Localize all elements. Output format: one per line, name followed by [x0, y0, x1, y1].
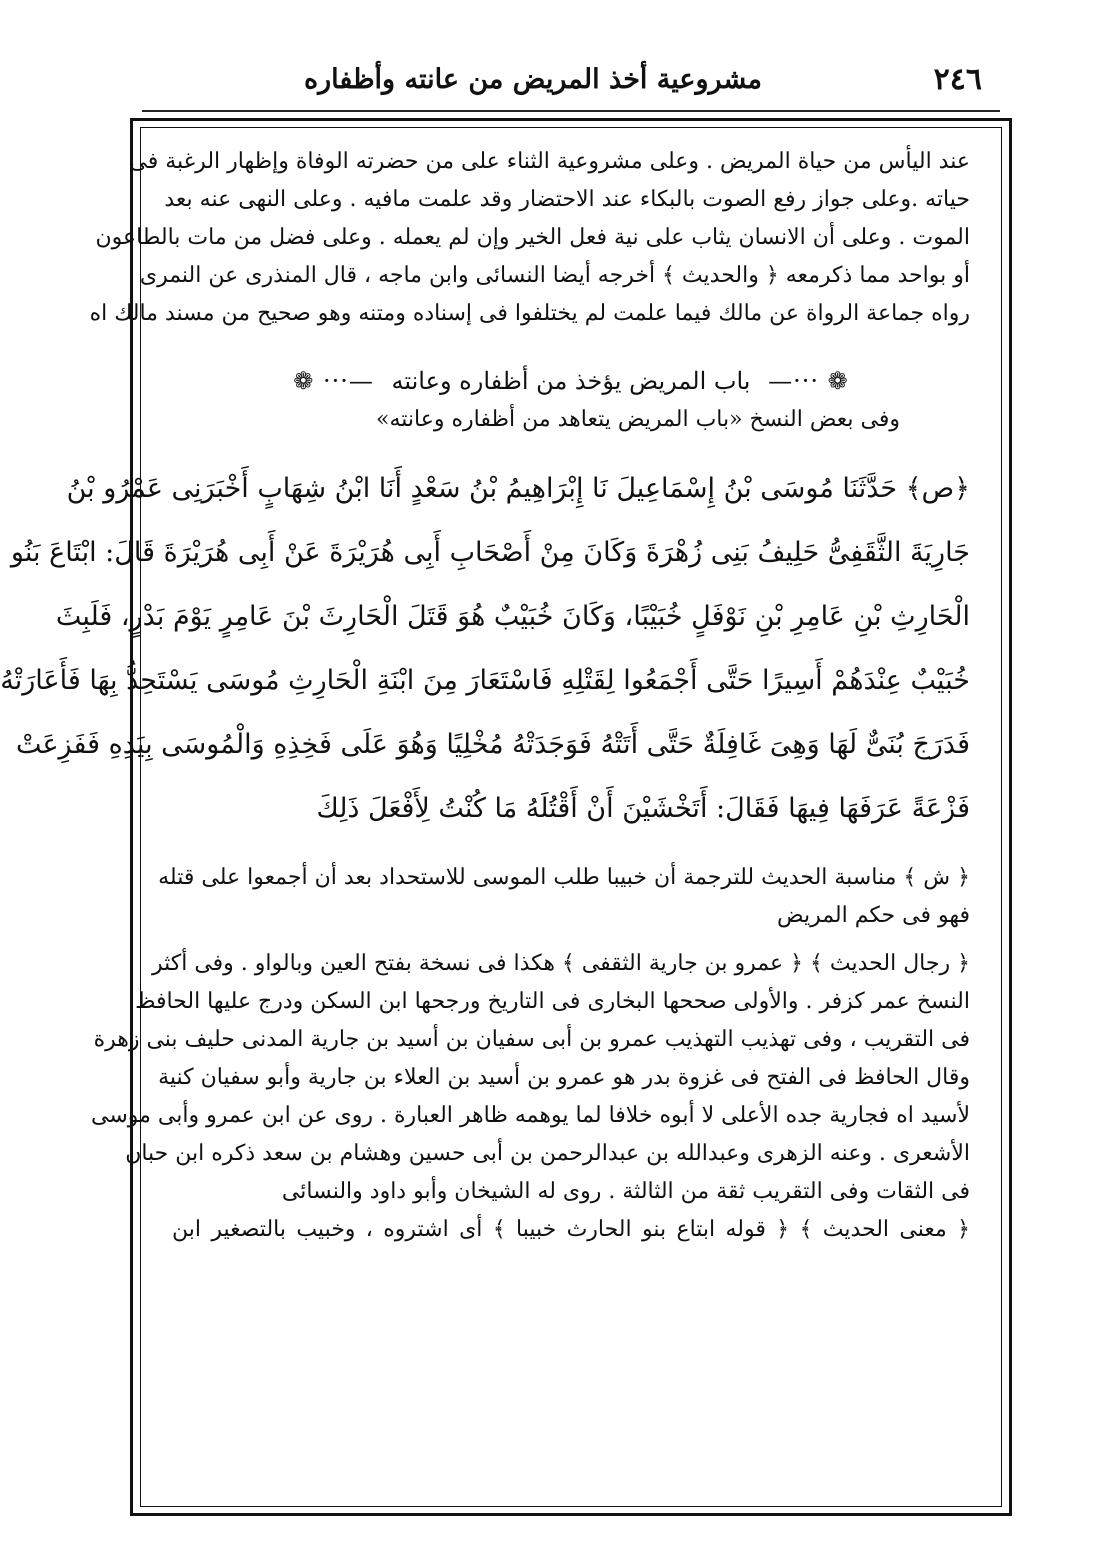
text-line: ﴿ معنى الحديث ﴾ ﴿ قوله ابتاع بنو الحارث خبيبا ﴾ أى اشتروه ، وخبيب بالتصغير ابن [172, 1217, 970, 1242]
text-line: فهو فى حكم المريض [777, 903, 970, 928]
page-number: ٢٤٦ [933, 62, 982, 97]
page-header [142, 62, 1002, 106]
text-line: وقال الحافظ فى الفتح فى غزوة بدر هو عمرو بن أسيد بن العلاء بن جارية وأبو سفيان كنية [158, 1065, 970, 1090]
hadith-text [0, 457, 970, 841]
text-line: الموت . وعلى أن الانسان يثاب على نية فعل الخير وإن لم يعمله . وعلى فضل من مات بالطاعون [95, 225, 970, 250]
text-line: النسخ عمر كزفر . والأولى صححها البخارى فى التاريخ ورجحها ابن السكن ودرج عليها الحافظ [135, 989, 970, 1014]
maani-section [172, 1211, 970, 1249]
text-line: لأسيد اه فجارية جده الأعلى لا أبوه خلافا لما يوهمه ظاهر العبارة . روى عن ابن عمرو وأبى موسى [91, 1103, 970, 1128]
rijal-section [91, 945, 970, 1211]
hadith-line: ﴿ص﴾ حَدَّثَنَا مُوسَى بْنُ إِسْمَاعِيلَ نَا إِبْرَاهِيمُ بْنُ سَعْدٍ أَنَا ابْنُ شِهَابٍ أَخْبَرَنِى عَمْرُو بْنُ [66, 473, 970, 504]
text-line: فى التقريب ، وفى تهذيب التهذيب عمرو بن أبى سفيان بن أسيد بن جارية المدنى حليف بنى زهرة [93, 1027, 970, 1052]
text-line: عند اليأس من حياة المريض . وعلى مشروعية الثناء على من حضرته الوفاة وإظهار الرغبة فى [129, 149, 970, 174]
hadith-line: خُبَيْبٌ عِنْدَهُمْ أَسِيرًا حَتَّى أَجْمَعُوا لِقَتْلِهِ فَاسْتَعَارَ مِنَ ابْنَةِ الْحَارِثِ مُوسَى يَسْتَحِدُّ بِهَا فَأَعَارَتْهُ [0, 665, 970, 696]
ornament-left: —··· ❁ [293, 367, 374, 395]
hadith-line: فَدَرَجَ بُنَىٌّ لَهَا وَهِىَ غَافِلَةٌ حَتَّى أَتَتْهُ فَوَجَدَتْهُ مُخْلِيًا وَهُوَ عَلَى فَخِذِهِ وَالْمُوسَى بِيَدِهِ فَفَزِعَتْ [15, 729, 970, 760]
hadith-line: جَارِيَةَ الثَّقَفِىُّ حَلِيفُ بَنِى زُهْرَةَ وَكَانَ مِنْ أَصْحَابِ أَبِى هُرَيْرَةَ عَنْ أَبِى هُرَيْرَةَ قَالَ: ابْتَاعَ بَنُو [10, 537, 970, 568]
text-line: ﴿ ش ﴾ مناسبة الحديث للترجمة أن خبيبا طلب الموسى للاستحداد بعد أن أجمعوا على قتله [158, 865, 970, 890]
page-content [0, 143, 970, 1493]
chapter-variant-note: وفى بعض النسخ «باب المريض يتعاهد من أظفاره وعانته» [376, 407, 900, 432]
sharh-section [158, 859, 970, 935]
text-line: ﴿ رجال الحديث ﴾ ﴿ عمرو بن جارية الثقفى ﴾ هكذا فى نسخة بفتح العين وبالواو . وفى أكثر [151, 951, 970, 976]
text-line: الأشعرى . وعنه الزهرى وعبدالله بن عبدالرحمن بن أبى حسين وهشام بن سعد ذكره ابن حبان [125, 1141, 970, 1166]
text-line: رواه جماعة الرواة عن مالك فيما علمت لم يختلفوا فى إسناده ومتنه وهو صحيح من مسند مالك اه [89, 301, 970, 326]
chapter-title: باب المريض يؤخذ من أظفاره وعانته [391, 367, 751, 395]
running-title: مشروعية أخذ المريض من عانته وأظفاره [304, 64, 762, 95]
text-line: فى الثقات وفى التقريب ثقة من الثالثة . روى له الشيخان وأبو داود والنسائى [281, 1179, 970, 1204]
top-paragraph [89, 143, 970, 333]
text-line: حياته .وعلى جواز رفع الصوت بالبكاء عند الاحتضار وقد علمت مافيه . وعلى النهى عنه بعد [164, 187, 970, 212]
text-line: أو بواحد مما ذكرمعه ﴿ والحديث ﴾ أخرجه أيضا النسائى وابن ماجه ، قال المنذرى عن النمرى [139, 263, 970, 288]
hadith-line: الْحَارِثِ بْنِ عَامِرِ بْنِ نَوْفَلٍ خُبَيْبًا، وَكَانَ خُبَيْبٌ هُوَ قَتَلَ الْحَارِثَ بْنَ عَامِرٍ يَوْمَ بَدْرٍ، فَلَبِثَ [55, 601, 970, 632]
ornament-right: ❁ ···— [768, 367, 849, 395]
header-rule [142, 110, 1000, 112]
hadith-line: فَزْعَةً عَرَفَهَا فِيهَا فَقَالَ: أَتَخْشَيْنَ أَنْ أَقْتُلَهُ مَا كُنْتُ لِأَفْعَلَ ذَلِكَ [316, 793, 970, 824]
chapter-heading [172, 361, 970, 401]
